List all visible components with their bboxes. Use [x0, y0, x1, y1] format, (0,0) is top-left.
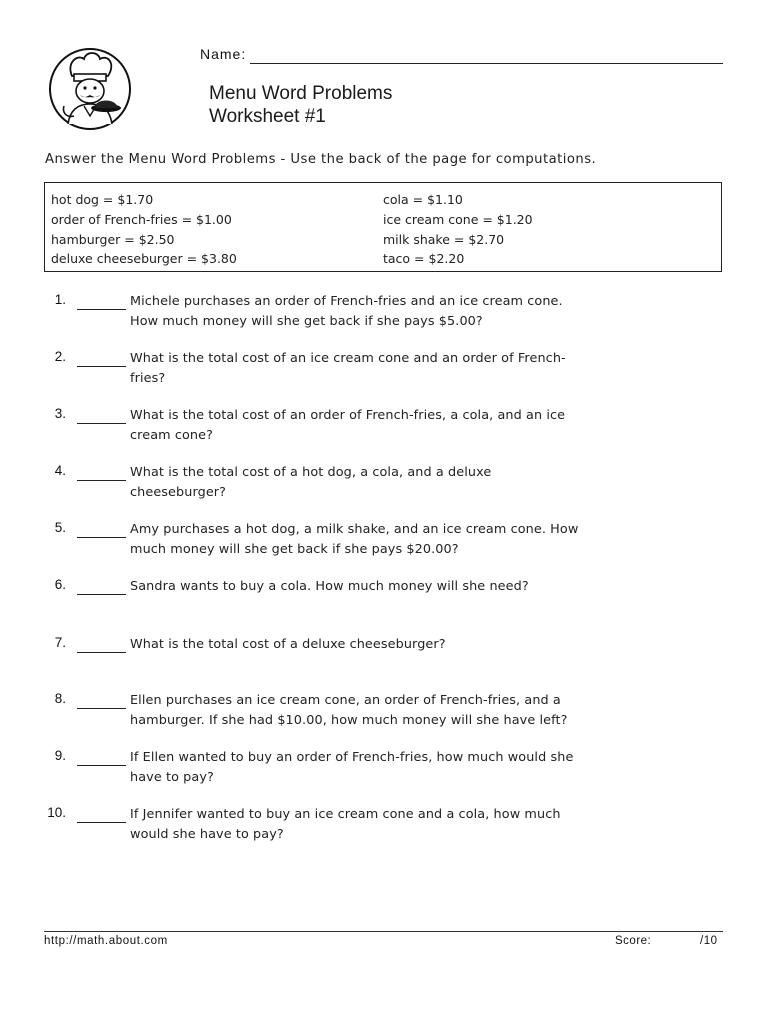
question-text	[130, 292, 600, 332]
menu-price-box	[44, 182, 722, 272]
worksheet-title	[209, 82, 392, 128]
menu-item: hot dog = $1.70	[51, 192, 154, 207]
question-text	[130, 349, 600, 389]
question-line: Michele purchases an order of French-fries and an ice cream cone.	[130, 294, 563, 309]
menu-item: order of French-fries = $1.00	[51, 212, 232, 227]
menu-item: cola = $1.10	[383, 192, 463, 207]
question-line: How much money will she get back if she pays $5.00?	[130, 314, 483, 329]
question-number: 8.	[54, 691, 66, 706]
question-number: 3.	[54, 406, 66, 421]
chef-illustration	[48, 46, 132, 132]
question-line: cream cone?	[130, 428, 214, 443]
answer-blank[interactable]	[77, 309, 126, 310]
menu-item: ice cream cone = $1.20	[383, 212, 533, 227]
question-number: 1.	[54, 292, 66, 307]
question-line: would she have to pay?	[130, 827, 284, 842]
question-number: 2.	[54, 349, 66, 364]
question-line: fries?	[130, 371, 166, 386]
question-number: 7.	[54, 635, 66, 650]
score-label: Score:	[615, 935, 652, 947]
question-number: 4.	[54, 463, 66, 478]
question-text	[130, 520, 600, 560]
menu-item: taco = $2.20	[383, 251, 465, 266]
footer-url: http://math.about.com	[44, 935, 168, 947]
name-input-line[interactable]	[250, 63, 723, 64]
answer-blank[interactable]	[77, 822, 126, 823]
answer-blank[interactable]	[77, 652, 126, 653]
question-line: much money will she get back if she pays $20.00?	[130, 542, 459, 557]
question-text	[130, 805, 600, 845]
question-line: What is the total cost of an order of French-fries, a cola, and an ice	[130, 408, 566, 423]
question-text	[130, 406, 600, 446]
question-number: 5.	[54, 520, 66, 535]
answer-blank[interactable]	[77, 423, 126, 424]
instructions: Answer the Menu Word Problems - Use the back of the page for computations.	[45, 152, 597, 167]
question-text	[130, 748, 600, 788]
answer-blank[interactable]	[77, 594, 126, 595]
question-text	[130, 577, 600, 597]
question-text	[130, 635, 600, 655]
title-line-1: Menu Word Problems	[209, 83, 393, 104]
footer-divider	[44, 931, 723, 932]
question-text	[130, 691, 600, 731]
question-line: hamburger. If she had $10.00, how much money will she have left?	[130, 713, 568, 728]
menu-item: deluxe cheeseburger = $3.80	[51, 251, 237, 266]
menu-item: hamburger = $2.50	[51, 232, 175, 247]
menu-item: milk shake = $2.70	[383, 232, 505, 247]
answer-blank[interactable]	[77, 765, 126, 766]
question-line: Ellen purchases an ice cream cone, an order of French-fries, and a	[130, 693, 561, 708]
question-line: What is the total cost of a deluxe cheeseburger?	[130, 637, 446, 652]
answer-blank[interactable]	[77, 480, 126, 481]
question-line: What is the total cost of an ice cream cone and an order of French-	[130, 351, 566, 366]
question-line: Sandra wants to buy a cola. How much money will she need?	[130, 579, 529, 594]
answer-blank[interactable]	[77, 366, 126, 367]
question-line: If Jennifer wanted to buy an ice cream cone and a cola, how much	[130, 807, 561, 822]
answer-blank[interactable]	[77, 537, 126, 538]
question-number: 6.	[54, 577, 66, 592]
name-label: Name:	[200, 46, 247, 62]
question-line: have to pay?	[130, 770, 214, 785]
question-number: 10.	[47, 805, 66, 820]
question-text	[130, 463, 600, 503]
question-line: Amy purchases a hot dog, a milk shake, and an ice cream cone. How	[130, 522, 579, 537]
question-number: 9.	[54, 748, 66, 763]
question-line: cheeseburger?	[130, 485, 227, 500]
question-line: If Ellen wanted to buy an order of French-fries, how much would she	[130, 750, 574, 765]
score-total: /10	[700, 935, 718, 947]
answer-blank[interactable]	[77, 708, 126, 709]
question-line: What is the total cost of a hot dog, a cola, and a deluxe	[130, 465, 492, 480]
title-line-2: Worksheet #1	[209, 106, 326, 127]
